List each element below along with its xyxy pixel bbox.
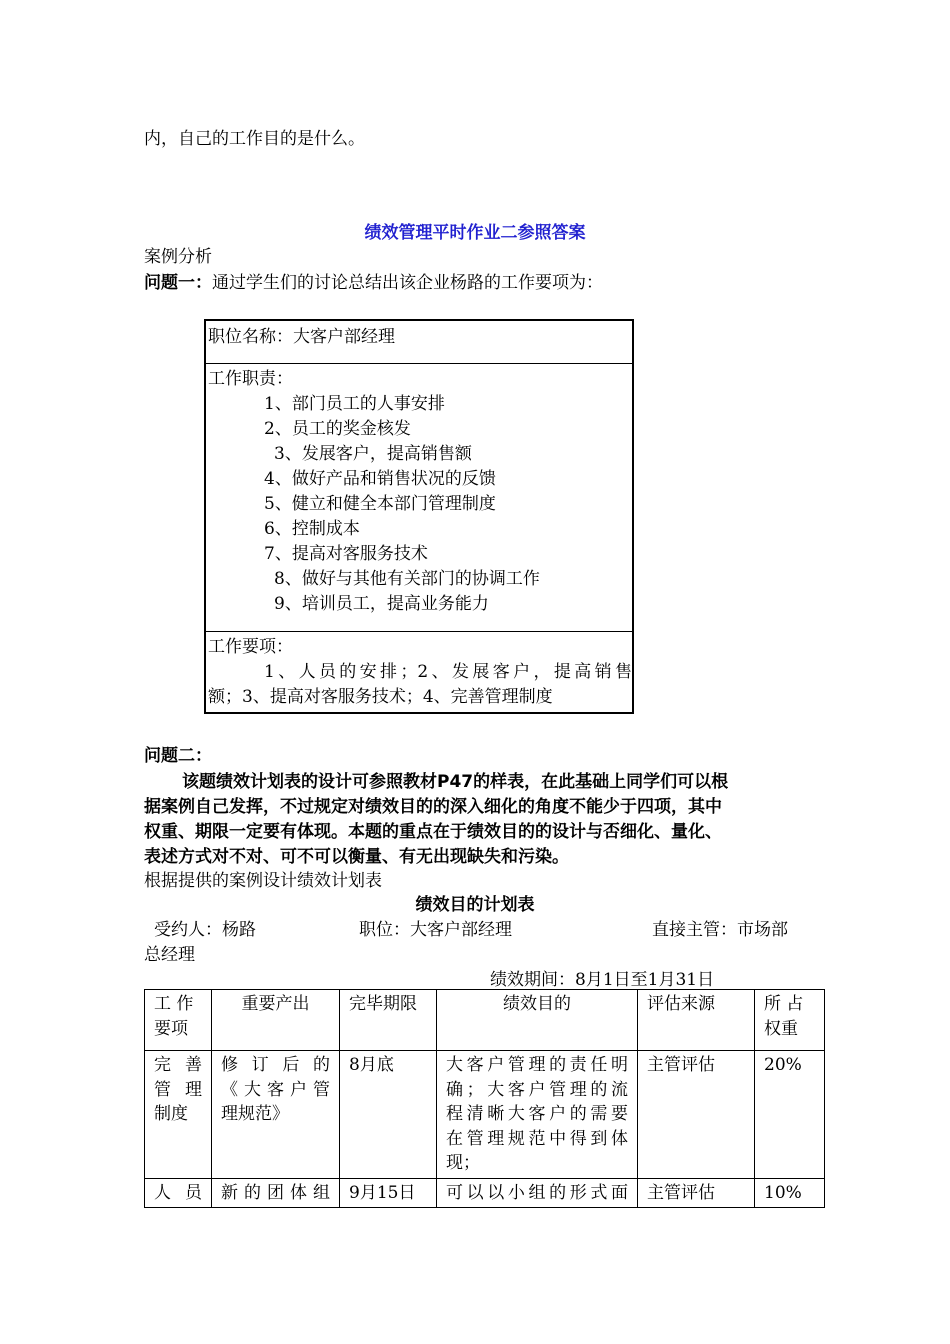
supervisor-cont: 总经理 — [144, 945, 195, 965]
duty-item: 7、提高对客服务技术 — [264, 544, 428, 564]
divider — [206, 631, 632, 632]
job-description-box — [204, 319, 634, 714]
divider — [206, 363, 632, 364]
cell-deadline: 8月底 — [340, 1051, 437, 1179]
performance-period: 绩效期间：8月1日至1月31日 — [490, 970, 715, 990]
cell-output: 新的团体组 — [212, 1178, 340, 1208]
duty-item: 4、做好产品和销售状况的反馈 — [264, 469, 496, 489]
duty-item: 9、培训员工，提高业务能力 — [274, 594, 489, 614]
performance-plan-table — [144, 989, 825, 1208]
page-title: 绩效管理平时作业二参照答案 — [364, 223, 586, 243]
header-cell: 工 作 要项 — [145, 990, 212, 1051]
cell-goal: 大客户管理的责任明 确；大客户管理的流 程清晰大客户的需要 在管理规范中得到体 现； — [437, 1051, 638, 1179]
job-position: 职位名称：大客户部经理 — [208, 327, 395, 347]
table-row — [145, 1178, 825, 1208]
duty-item: 8、做好与其他有关部门的协调工作 — [274, 569, 540, 589]
header-cell: 评估来源 — [638, 990, 755, 1051]
header-cell: 绩效目的 — [437, 990, 638, 1051]
cell-output: 修 订 后 的 《大客户管 理规范》 — [212, 1051, 340, 1179]
duty-item: 5、健立和健全本部门管理制度 — [264, 494, 496, 514]
question-two-label: 问题二： — [144, 746, 212, 766]
items-line: 1、人员的安排；2、发展客户，提高销售 — [264, 662, 632, 682]
header-cell: 重要产出 — [212, 990, 340, 1051]
question-two-line: 表述方式对不对、可不可以衡量、有无出现缺失和污染。 — [144, 847, 569, 867]
supervisor: 直接主管：市场部 — [652, 920, 788, 940]
question-one-label: 问题一： — [144, 273, 212, 293]
cell-source: 主管评估 — [638, 1051, 755, 1179]
position-meta: 职位：大客户部经理 — [359, 920, 512, 940]
items-label: 工作要项： — [208, 637, 293, 657]
duty-item: 2、员工的奖金核发 — [264, 419, 411, 439]
cell-weight: 10% — [755, 1178, 825, 1208]
items-line: 额；3、提高对客服务技术；4、完善管理制度 — [208, 687, 553, 707]
header-cell: 完毕期限 — [340, 990, 437, 1051]
contractee: 受约人：杨路 — [154, 920, 256, 940]
duty-item: 6、控制成本 — [264, 519, 360, 539]
question-one-text: 通过学生们的讨论总结出该企业杨路的工作要项为： — [212, 273, 603, 293]
cell-goal: 可以以小组的形式面 — [437, 1178, 638, 1208]
question-one — [144, 271, 603, 295]
duties-label: 工作职责： — [208, 369, 293, 389]
table-header-row — [145, 990, 825, 1051]
question-two-line: 该题绩效计划表的设计可参照教材P47的样表，在此基础上同学们可以根 — [182, 772, 729, 792]
question-two-line: 权重、期限一定要有体现。本题的重点在于绩效目的的设计与否细化、量化、 — [144, 822, 722, 842]
question-two-line: 据案例自己发挥，不过规定对绩效目的的深入细化的角度不能少于四项，其中 — [144, 797, 722, 817]
plan-intro: 根据提供的案例设计绩效计划表 — [144, 871, 382, 891]
cell-item: 人 员 — [145, 1178, 212, 1208]
duty-item: 1、部门员工的人事安排 — [264, 394, 445, 414]
section-heading: 案例分析 — [144, 247, 212, 267]
duty-item: 3、发展客户，提高销售额 — [274, 444, 472, 464]
cell-deadline: 9月15日 — [340, 1178, 437, 1208]
cell-weight: 20% — [755, 1051, 825, 1179]
cell-source: 主管评估 — [638, 1178, 755, 1208]
plan-title: 绩效目的计划表 — [415, 895, 535, 915]
header-cell: 所 占 权重 — [755, 990, 825, 1051]
cell-item: 完 善 管 理 制度 — [145, 1051, 212, 1179]
intro-line: 内，自己的工作目的是什么。 — [144, 129, 365, 149]
table-row — [145, 1051, 825, 1179]
